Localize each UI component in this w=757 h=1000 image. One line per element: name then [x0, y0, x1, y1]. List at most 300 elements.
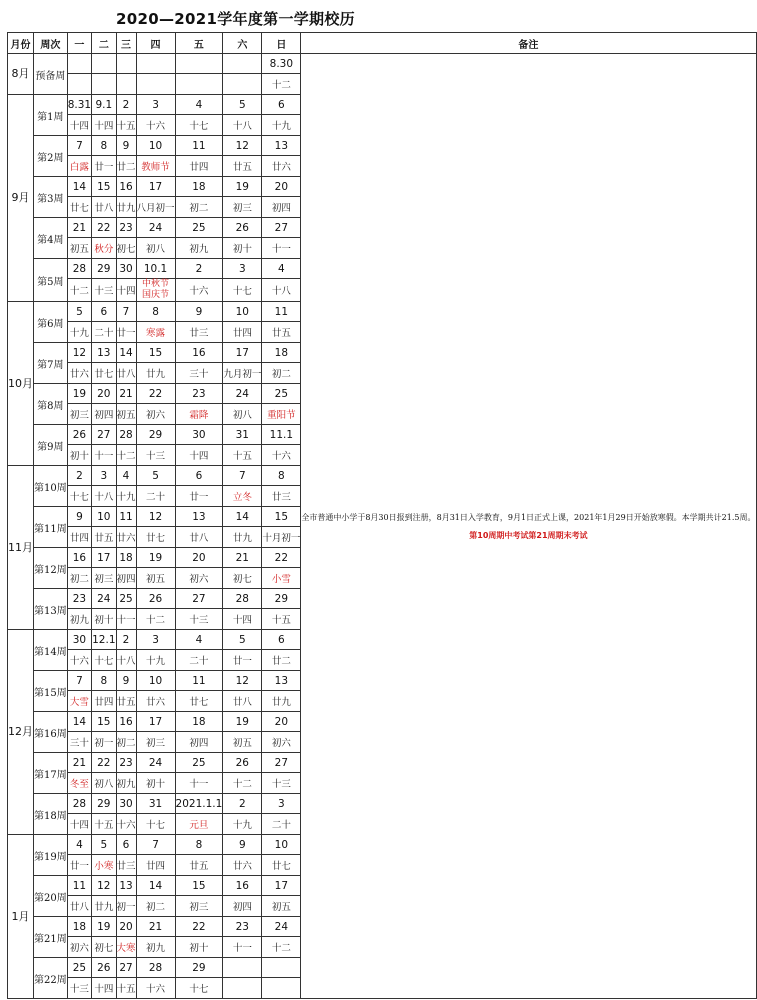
lunar-cell: 初六 — [136, 404, 175, 425]
date-cell: 26 — [136, 589, 175, 609]
lunar-cell: 廿八 — [67, 896, 91, 917]
date-cell: 12.1 — [92, 630, 116, 650]
date-cell: 10 — [136, 136, 175, 156]
date-cell: 12 — [223, 136, 262, 156]
week-cell: 第14周 — [34, 630, 68, 671]
date-cell: 14 — [223, 507, 262, 527]
date-cell — [116, 54, 136, 74]
week-cell: 第3周 — [34, 177, 68, 218]
date-cell: 19 — [92, 917, 116, 937]
date-cell: 4 — [262, 259, 301, 279]
date-cell: 16 — [67, 548, 91, 568]
date-cell: 14 — [67, 712, 91, 732]
week-cell: 第13周 — [34, 589, 68, 630]
date-cell: 6 — [262, 630, 301, 650]
week-cell: 第22周 — [34, 958, 68, 999]
lunar-cell: 初七 — [92, 937, 116, 958]
lunar-cell: 十四 — [92, 115, 116, 136]
date-cell: 7 — [67, 136, 91, 156]
date-cell: 18 — [262, 343, 301, 363]
header-sun: 日 — [262, 33, 301, 54]
date-cell: 8 — [175, 835, 223, 855]
header-tue: 二 — [92, 33, 116, 54]
header-thu: 四 — [136, 33, 175, 54]
date-cell: 13 — [175, 507, 223, 527]
date-cell: 8 — [136, 302, 175, 322]
date-cell: 12 — [136, 507, 175, 527]
lunar-cell: 十六 — [116, 814, 136, 835]
lunar-cell: 廿八 — [116, 363, 136, 384]
date-cell: 25 — [116, 589, 136, 609]
date-cell: 2 — [175, 259, 223, 279]
date-cell: 17 — [223, 343, 262, 363]
date-cell: 18 — [67, 917, 91, 937]
date-cell: 26 — [67, 425, 91, 445]
date-cell: 14 — [136, 876, 175, 896]
lunar-cell: 十六 — [67, 650, 91, 671]
lunar-cell: 廿九 — [92, 896, 116, 917]
date-cell: 29 — [136, 425, 175, 445]
date-cell: 13 — [92, 343, 116, 363]
date-cell: 28 — [67, 794, 91, 814]
date-cell: 7 — [67, 671, 91, 691]
date-cell: 25 — [175, 218, 223, 238]
lunar-cell: 十六 — [175, 279, 223, 302]
date-cell: 30 — [175, 425, 223, 445]
date-cell: 11 — [175, 136, 223, 156]
lunar-cell — [92, 74, 116, 95]
lunar-cell: 廿六 — [262, 156, 301, 177]
date-cell: 8 — [92, 136, 116, 156]
lunar-cell: 白露 — [67, 156, 91, 177]
lunar-cell: 廿五 — [262, 322, 301, 343]
date-cell: 18 — [175, 712, 223, 732]
lunar-cell: 十二 — [262, 74, 301, 95]
month-cell: 1月 — [8, 835, 34, 999]
lunar-cell: 廿九 — [136, 363, 175, 384]
lunar-cell: 十二 — [116, 445, 136, 466]
lunar-cell: 元旦 — [175, 814, 223, 835]
date-cell: 31 — [136, 794, 175, 814]
lunar-cell: 初四 — [175, 732, 223, 753]
lunar-cell: 初二 — [116, 732, 136, 753]
date-cell: 18 — [175, 177, 223, 197]
month-cell: 8月 — [8, 54, 34, 95]
lunar-cell: 十三 — [67, 978, 91, 999]
date-cell: 9 — [223, 835, 262, 855]
date-cell: 5 — [223, 630, 262, 650]
date-cell — [223, 54, 262, 74]
date-cell: 11 — [175, 671, 223, 691]
lunar-cell: 廿一 — [67, 855, 91, 876]
date-cell: 7 — [116, 302, 136, 322]
lunar-cell: 十七 — [92, 650, 116, 671]
date-cell: 20 — [175, 548, 223, 568]
date-cell: 17 — [92, 548, 116, 568]
date-cell: 23 — [116, 218, 136, 238]
lunar-cell: 初十 — [223, 238, 262, 259]
lunar-cell: 初四 — [92, 404, 116, 425]
date-cell: 23 — [175, 384, 223, 404]
lunar-cell: 初十 — [136, 773, 175, 794]
date-cell: 5 — [67, 302, 91, 322]
lunar-cell: 十七 — [175, 115, 223, 136]
date-cell: 2 — [116, 630, 136, 650]
date-cell: 23 — [116, 753, 136, 773]
lunar-cell: 初一 — [92, 732, 116, 753]
lunar-cell: 冬至 — [67, 773, 91, 794]
date-cell: 19 — [67, 384, 91, 404]
date-cell: 6 — [116, 835, 136, 855]
date-cell: 11 — [67, 876, 91, 896]
lunar-cell: 初六 — [67, 937, 91, 958]
date-cell: 29 — [262, 589, 301, 609]
lunar-cell: 初三 — [67, 404, 91, 425]
lunar-cell: 初七 — [116, 238, 136, 259]
lunar-cell: 十三 — [92, 279, 116, 302]
lunar-cell: 十五 — [223, 445, 262, 466]
date-cell: 30 — [116, 259, 136, 279]
lunar-cell: 初二 — [175, 197, 223, 218]
lunar-cell: 十五 — [116, 115, 136, 136]
lunar-cell: 十四 — [175, 445, 223, 466]
lunar-cell: 初八 — [223, 404, 262, 425]
date-cell: 4 — [67, 835, 91, 855]
lunar-cell: 初八 — [92, 773, 116, 794]
date-cell: 31 — [223, 425, 262, 445]
lunar-cell: 初九 — [116, 773, 136, 794]
header-notes: 备注 — [301, 33, 756, 54]
date-cell: 27 — [262, 753, 301, 773]
lunar-cell: 十六 — [262, 445, 301, 466]
lunar-cell: 十九 — [223, 814, 262, 835]
lunar-cell: 廿一 — [92, 156, 116, 177]
lunar-cell: 廿八 — [92, 197, 116, 218]
week-cell: 第9周 — [34, 425, 68, 466]
date-cell: 10 — [92, 507, 116, 527]
date-cell: 25 — [67, 958, 91, 978]
lunar-cell: 十八 — [223, 115, 262, 136]
date-cell: 14 — [116, 343, 136, 363]
lunar-cell: 十四 — [67, 115, 91, 136]
week-cell: 第4周 — [34, 218, 68, 259]
week-cell: 第20周 — [34, 876, 68, 917]
lunar-cell: 十一 — [175, 773, 223, 794]
header-mon: 一 — [67, 33, 91, 54]
date-cell: 25 — [262, 384, 301, 404]
lunar-cell: 十九 — [262, 115, 301, 136]
date-cell: 24 — [136, 753, 175, 773]
lunar-cell: 二十 — [262, 814, 301, 835]
lunar-cell: 廿四 — [136, 855, 175, 876]
lunar-cell — [223, 74, 262, 95]
date-cell — [136, 54, 175, 74]
lunar-cell: 十一 — [92, 445, 116, 466]
lunar-cell: 初三 — [92, 568, 116, 589]
date-cell: 15 — [262, 507, 301, 527]
week-cell: 第12周 — [34, 548, 68, 589]
lunar-cell: 初一 — [116, 896, 136, 917]
lunar-cell: 十七 — [175, 978, 223, 999]
date-cell: 17 — [136, 712, 175, 732]
lunar-cell: 廿七 — [175, 691, 223, 712]
lunar-cell: 三十 — [67, 732, 91, 753]
lunar-cell: 八月初一 — [136, 197, 175, 218]
lunar-cell: 廿三 — [116, 855, 136, 876]
lunar-cell: 初三 — [175, 896, 223, 917]
date-cell: 28 — [67, 259, 91, 279]
lunar-cell: 十四 — [116, 279, 136, 302]
date-cell: 20 — [92, 384, 116, 404]
date-cell: 23 — [223, 917, 262, 937]
lunar-cell: 初五 — [262, 896, 301, 917]
lunar-cell: 廿一 — [116, 322, 136, 343]
date-cell: 30 — [116, 794, 136, 814]
lunar-cell: 十八 — [92, 486, 116, 507]
lunar-cell: 廿七 — [136, 527, 175, 548]
lunar-cell: 三十 — [175, 363, 223, 384]
lunar-cell: 廿四 — [223, 322, 262, 343]
date-cell: 28 — [223, 589, 262, 609]
date-cell: 29 — [92, 259, 116, 279]
date-cell: 11.1 — [262, 425, 301, 445]
date-cell: 9 — [116, 136, 136, 156]
lunar-cell: 教师节 — [136, 156, 175, 177]
date-cell: 2 — [223, 794, 262, 814]
lunar-cell: 廿五 — [175, 855, 223, 876]
date-cell: 5 — [92, 835, 116, 855]
lunar-cell: 廿七 — [92, 363, 116, 384]
date-cell: 29 — [92, 794, 116, 814]
date-cell: 20 — [262, 712, 301, 732]
lunar-cell — [262, 978, 301, 999]
date-cell: 14 — [67, 177, 91, 197]
date-cell: 11 — [116, 507, 136, 527]
notes-text: 全市普通中小学于8月30日报到注册，8月31日入学教育，9月1日正式上课，2021年1月29日开始放寒假。本学期共计21.5周。 — [301, 512, 756, 522]
lunar-cell: 十四 — [92, 978, 116, 999]
lunar-cell: 大寒 — [116, 937, 136, 958]
lunar-cell: 十八 — [262, 279, 301, 302]
lunar-cell: 廿一 — [175, 486, 223, 507]
date-cell: 9.1 — [92, 95, 116, 115]
date-cell: 27 — [92, 425, 116, 445]
date-cell: 24 — [223, 384, 262, 404]
lunar-cell: 九月初一 — [223, 363, 262, 384]
header-fri: 五 — [175, 33, 223, 54]
lunar-cell: 廿九 — [223, 527, 262, 548]
date-cell: 24 — [136, 218, 175, 238]
date-cell: 16 — [116, 177, 136, 197]
date-cell: 3 — [92, 466, 116, 486]
date-cell: 6 — [262, 95, 301, 115]
lunar-cell: 二十 — [92, 322, 116, 343]
date-cell: 2021.1.1 — [175, 794, 223, 814]
lunar-cell: 初三 — [136, 732, 175, 753]
date-cell: 26 — [223, 753, 262, 773]
date-cell: 29 — [175, 958, 223, 978]
date-cell: 10 — [223, 302, 262, 322]
date-cell: 3 — [136, 95, 175, 115]
exam-schedule-note: 第10周期中考试第21周期末考试 — [469, 530, 588, 540]
lunar-cell: 廿六 — [136, 691, 175, 712]
lunar-cell: 十九 — [116, 486, 136, 507]
date-cell: 28 — [136, 958, 175, 978]
date-cell: 13 — [116, 876, 136, 896]
month-cell: 11月 — [8, 466, 34, 630]
week-cell: 第7周 — [34, 343, 68, 384]
month-cell: 9月 — [8, 95, 34, 302]
lunar-cell: 初十 — [67, 445, 91, 466]
date-cell: 19 — [136, 548, 175, 568]
lunar-cell: 初二 — [262, 363, 301, 384]
week-cell: 第19周 — [34, 835, 68, 876]
date-cell: 22 — [175, 917, 223, 937]
date-cell: 10 — [262, 835, 301, 855]
lunar-cell: 初九 — [136, 937, 175, 958]
date-cell: 17 — [136, 177, 175, 197]
week-cell: 第18周 — [34, 794, 68, 835]
date-cell: 6 — [92, 302, 116, 322]
week-cell: 第10周 — [34, 466, 68, 507]
lunar-cell: 小寒 — [92, 855, 116, 876]
lunar-cell: 十三 — [136, 445, 175, 466]
lunar-cell: 小雪 — [262, 568, 301, 589]
lunar-cell: 廿九 — [262, 691, 301, 712]
lunar-cell: 十五 — [116, 978, 136, 999]
lunar-cell — [175, 74, 223, 95]
lunar-cell: 十二 — [136, 609, 175, 630]
lunar-cell: 十七 — [67, 486, 91, 507]
lunar-cell: 十二 — [67, 279, 91, 302]
date-cell: 8.31 — [67, 95, 91, 115]
school-calendar-table — [7, 32, 757, 999]
date-cell: 5 — [223, 95, 262, 115]
lunar-cell: 十八 — [116, 650, 136, 671]
date-cell: 22 — [262, 548, 301, 568]
week-cell: 第21周 — [34, 917, 68, 958]
date-cell: 30 — [67, 630, 91, 650]
date-cell: 2 — [116, 95, 136, 115]
lunar-cell: 初五 — [136, 568, 175, 589]
date-cell: 3 — [136, 630, 175, 650]
lunar-cell: 初九 — [175, 238, 223, 259]
lunar-cell: 十四 — [67, 814, 91, 835]
month-cell: 12月 — [8, 630, 34, 835]
lunar-cell: 二十 — [136, 486, 175, 507]
date-cell: 26 — [223, 218, 262, 238]
date-cell: 4 — [175, 95, 223, 115]
date-cell: 15 — [175, 876, 223, 896]
date-cell: 15 — [136, 343, 175, 363]
lunar-cell: 初四 — [223, 896, 262, 917]
lunar-cell: 廿六 — [67, 363, 91, 384]
lunar-cell: 重阳节 — [262, 404, 301, 425]
date-cell: 22 — [136, 384, 175, 404]
date-cell: 12 — [92, 876, 116, 896]
lunar-cell — [67, 74, 91, 95]
lunar-cell: 廿八 — [175, 527, 223, 548]
lunar-cell: 廿六 — [116, 527, 136, 548]
lunar-cell: 十三 — [175, 609, 223, 630]
week-cell: 第2周 — [34, 136, 68, 177]
lunar-cell: 寒露 — [136, 322, 175, 343]
week-cell: 第15周 — [34, 671, 68, 712]
date-cell: 4 — [175, 630, 223, 650]
lunar-cell: 初四 — [116, 568, 136, 589]
date-cell: 8.30 — [262, 54, 301, 74]
lunar-cell: 初五 — [223, 732, 262, 753]
date-cell: 21 — [67, 753, 91, 773]
lunar-cell: 廿九 — [116, 197, 136, 218]
week-cell: 第8周 — [34, 384, 68, 425]
header-row — [8, 33, 757, 54]
date-cell: 8 — [262, 466, 301, 486]
header-wed: 三 — [116, 33, 136, 54]
lunar-cell: 初三 — [223, 197, 262, 218]
date-cell: 10.1 — [136, 259, 175, 279]
date-cell: 5 — [136, 466, 175, 486]
lunar-cell: 初五 — [67, 238, 91, 259]
header-month: 月份 — [8, 33, 34, 54]
header-sat: 六 — [223, 33, 262, 54]
week-cell: 预备周 — [34, 54, 68, 95]
lunar-cell: 廿七 — [67, 197, 91, 218]
lunar-cell: 十一 — [116, 609, 136, 630]
date-cell: 16 — [116, 712, 136, 732]
notes-cell — [301, 54, 756, 999]
lunar-cell: 初二 — [67, 568, 91, 589]
date-cell: 19 — [223, 712, 262, 732]
date-cell: 13 — [262, 136, 301, 156]
date-cell: 24 — [262, 917, 301, 937]
date-cell: 27 — [262, 218, 301, 238]
lunar-cell — [116, 74, 136, 95]
date-cell: 3 — [262, 794, 301, 814]
lunar-cell: 立冬 — [223, 486, 262, 507]
date-cell: 19 — [223, 177, 262, 197]
lunar-cell: 廿四 — [67, 527, 91, 548]
lunar-cell — [136, 74, 175, 95]
date-cell: 9 — [175, 302, 223, 322]
lunar-cell: 廿三 — [175, 322, 223, 343]
lunar-cell: 初十 — [92, 609, 116, 630]
week-cell: 第1周 — [34, 95, 68, 136]
lunar-cell: 二十 — [175, 650, 223, 671]
lunar-cell: 十四 — [223, 609, 262, 630]
lunar-cell: 初四 — [262, 197, 301, 218]
lunar-cell: 廿七 — [262, 855, 301, 876]
date-cell: 9 — [116, 671, 136, 691]
lunar-cell: 廿六 — [223, 855, 262, 876]
week-cell: 第11周 — [34, 507, 68, 548]
date-cell: 20 — [116, 917, 136, 937]
date-cell: 21 — [116, 384, 136, 404]
header-week: 周次 — [34, 33, 68, 54]
date-cell: 28 — [116, 425, 136, 445]
lunar-cell: 十七 — [136, 814, 175, 835]
week-cell: 第16周 — [34, 712, 68, 753]
date-cell: 24 — [92, 589, 116, 609]
page-title: 2020—2021学年度第一学期校历 — [116, 10, 355, 28]
date-cell — [223, 958, 262, 978]
date-cell: 12 — [67, 343, 91, 363]
week-cell: 第5周 — [34, 259, 68, 302]
lunar-cell: 秋分 — [92, 238, 116, 259]
lunar-cell: 十五 — [262, 609, 301, 630]
lunar-cell: 初八 — [136, 238, 175, 259]
date-cell: 27 — [116, 958, 136, 978]
lunar-cell: 廿四 — [175, 156, 223, 177]
